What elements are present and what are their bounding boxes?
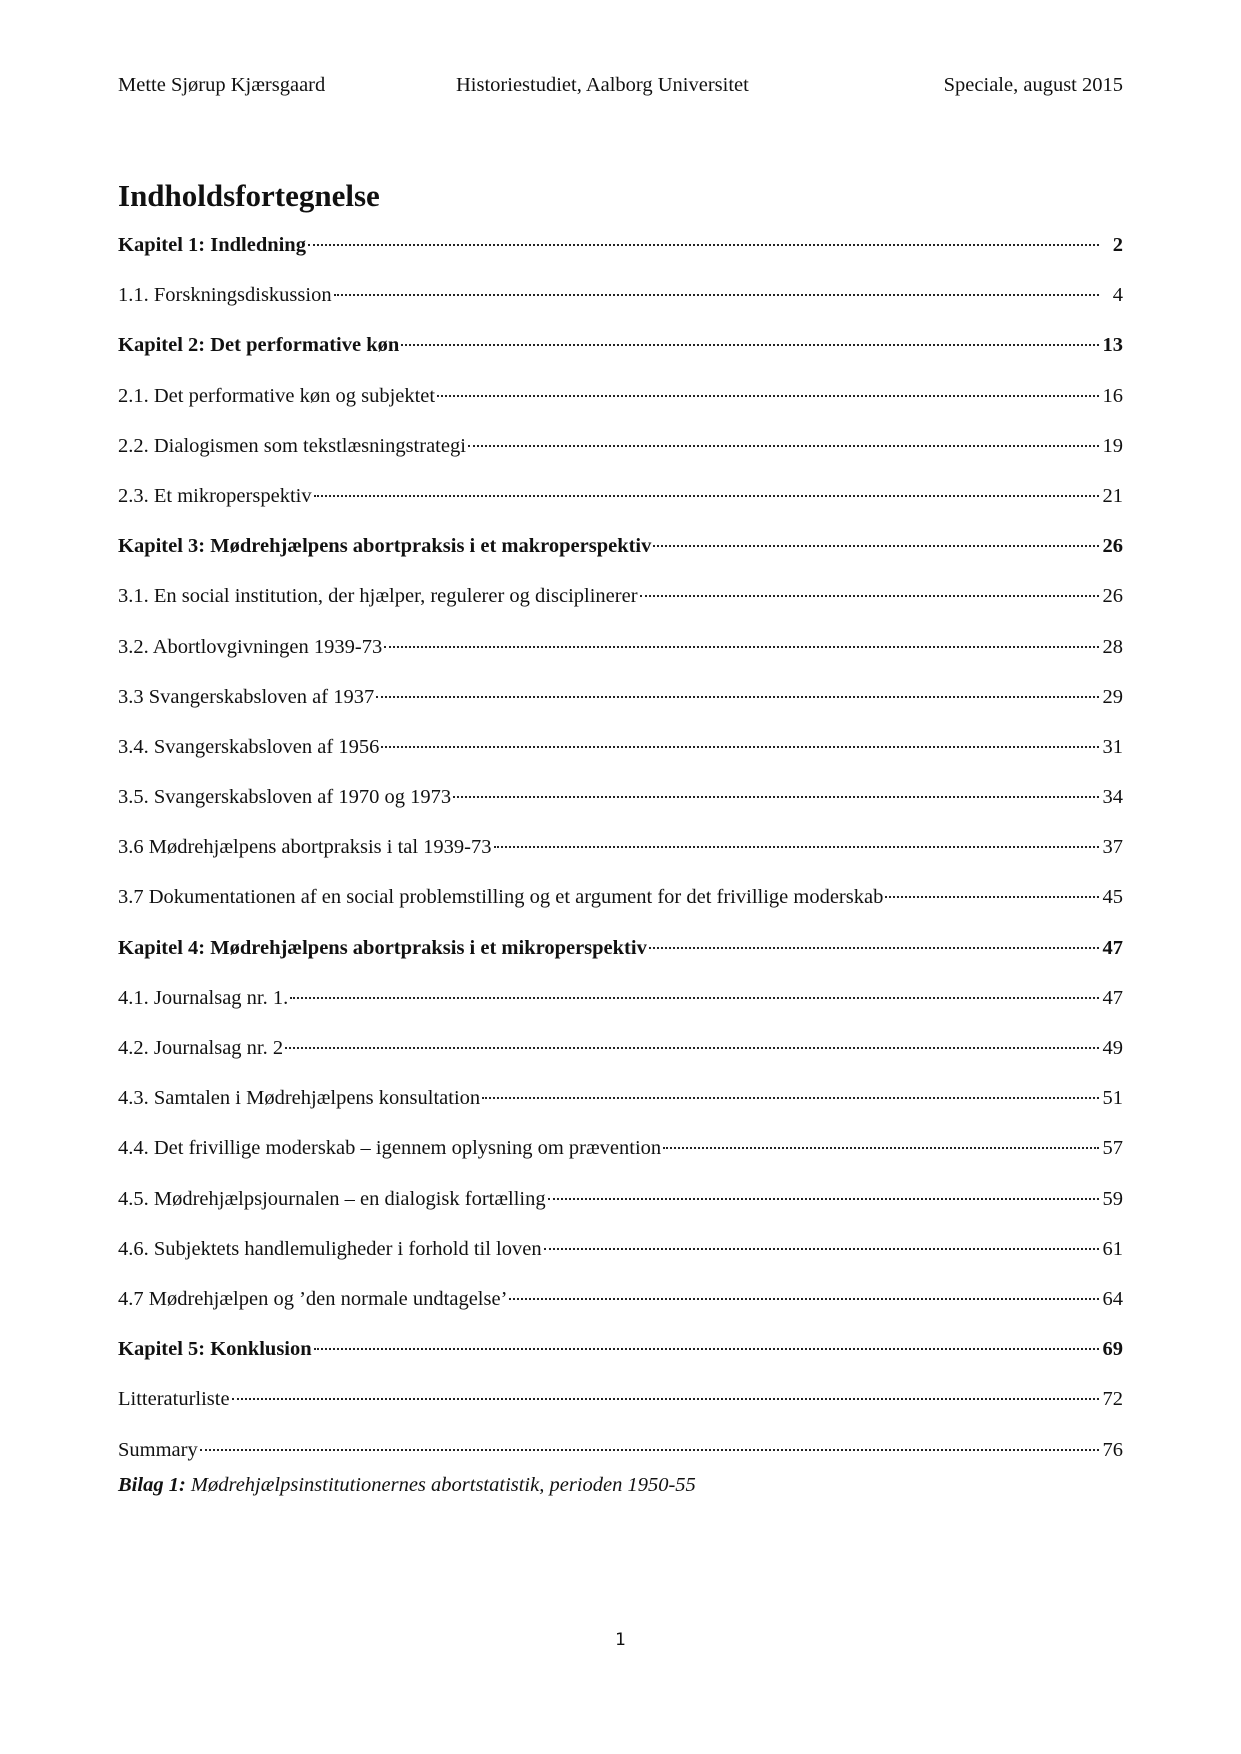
toc-entry-label: Litteraturliste xyxy=(118,1388,230,1411)
toc-dot-leader xyxy=(232,1398,1099,1400)
toc-section-entry[interactable] xyxy=(118,1286,1123,1336)
toc-section-entry[interactable] xyxy=(118,634,1123,684)
toc-entry-page: 47 xyxy=(1102,936,1123,959)
appendix-text: Mødrehjælpsinstitutionernes abortstatistik, perioden 1950-55 xyxy=(190,1474,696,1496)
toc-section-entry[interactable] xyxy=(118,784,1123,834)
toc-section-entry[interactable] xyxy=(118,684,1123,734)
toc-entry-label: 4.7 Mødrehjælpen og ’den normale undtagelse’ xyxy=(118,1287,508,1310)
toc-entry-page: 21 xyxy=(1102,484,1123,507)
toc-section-entry[interactable] xyxy=(118,884,1123,934)
toc-entry-row xyxy=(118,1035,1123,1061)
toc-entry-row xyxy=(118,1085,1123,1111)
table-of-contents xyxy=(118,232,1123,1487)
toc-entry-page: 26 xyxy=(1102,585,1123,608)
toc-entry-label: 3.6 Mødrehjælpens abortpraksis i tal 1939-73 xyxy=(118,836,492,859)
toc-section-entry[interactable] xyxy=(118,834,1123,884)
toc-chapter-entry[interactable] xyxy=(118,935,1123,985)
toc-entry-label: 1.1. Forskningsdiskussion xyxy=(118,284,332,307)
toc-dot-leader xyxy=(381,746,1099,748)
toc-entry-row xyxy=(118,1286,1123,1312)
toc-entry-page: 47 xyxy=(1102,986,1123,1009)
toc-entry-row xyxy=(118,834,1123,860)
toc-entry-page: 31 xyxy=(1102,735,1123,758)
toc-entry-label: 4.4. Det frivillige moderskab – igennem oplysning om prævention xyxy=(118,1137,662,1160)
toc-dot-leader xyxy=(453,796,1099,798)
toc-dot-leader xyxy=(640,595,1099,597)
toc-entry-row xyxy=(118,383,1123,409)
toc-entry-label: Kapitel 5: Konklusion xyxy=(118,1338,312,1361)
toc-chapter-entry[interactable] xyxy=(118,533,1123,583)
toc-entry-label: 2.2. Dialogismen som tekstlæsningstrategi xyxy=(118,434,466,457)
toc-entry-row xyxy=(118,935,1123,961)
toc-entry-label: 4.5. Mødrehjælpsjournalen – en dialogisk fortælling xyxy=(118,1187,546,1210)
toc-dot-leader xyxy=(290,997,1099,999)
toc-dot-leader xyxy=(649,947,1099,949)
toc-entry-page: 45 xyxy=(1102,886,1123,909)
toc-entry-page: 16 xyxy=(1102,384,1123,407)
toc-entry-row xyxy=(118,784,1123,810)
toc-dot-leader xyxy=(437,395,1099,397)
toc-entry-page: 19 xyxy=(1102,434,1123,457)
toc-entry-row xyxy=(118,583,1123,609)
toc-section-entry[interactable] xyxy=(118,433,1123,483)
toc-section-entry[interactable] xyxy=(118,1186,1123,1236)
toc-entry-page: 13 xyxy=(1102,334,1123,357)
toc-entry-label: 3.5. Svangerskabsloven af 1970 og 1973 xyxy=(118,786,452,809)
toc-entry-row xyxy=(118,1386,1123,1412)
toc-dot-leader xyxy=(482,1097,1099,1099)
toc-dot-leader xyxy=(200,1449,1099,1451)
header-author: Mette Sjørup Kjærsgaard xyxy=(118,74,326,96)
toc-chapter-entry[interactable] xyxy=(118,332,1123,382)
toc-entry-row xyxy=(118,332,1123,358)
toc-entry-label: 3.2. Abortlovgivningen 1939-73 xyxy=(118,635,383,658)
toc-entry-page: 28 xyxy=(1102,635,1123,658)
toc-entry-row xyxy=(118,634,1123,660)
toc-dot-leader xyxy=(653,545,1099,547)
toc-section-entry[interactable] xyxy=(118,1236,1123,1286)
toc-entry-label: 2.1. Det performative køn og subjektet xyxy=(118,384,436,407)
toc-entry-label: Kapitel 3: Mødrehjælpens abortpraksis i et makroperspektiv xyxy=(118,535,652,558)
toc-entry-label: 4.1. Journalsag nr. 1. xyxy=(118,986,289,1009)
toc-entry-label: 3.1. En social institution, der hjælper, regulerer og disciplinerer xyxy=(118,585,638,608)
toc-entry-row xyxy=(118,985,1123,1011)
toc-dot-leader xyxy=(401,344,1099,346)
toc-entry-label: Kapitel 2: Det performative køn xyxy=(118,334,400,357)
toc-entry-label: 4.6. Subjektets handlemuligheder i forhold til loven xyxy=(118,1237,542,1260)
toc-entry-row xyxy=(118,1236,1123,1262)
toc-dot-leader xyxy=(544,1248,1099,1250)
toc-section-entry[interactable] xyxy=(118,734,1123,784)
toc-chapter-entry[interactable] xyxy=(118,1336,1123,1386)
toc-dot-leader xyxy=(468,445,1099,447)
toc-dot-leader xyxy=(285,1047,1099,1049)
toc-entry-label: 4.2. Journalsag nr. 2 xyxy=(118,1037,284,1059)
toc-entry-row xyxy=(118,884,1123,910)
toc-entry-page: 61 xyxy=(1102,1237,1123,1260)
toc-entry-page: 49 xyxy=(1102,1037,1123,1059)
toc-dot-leader xyxy=(509,1298,1099,1300)
toc-entry-page: 51 xyxy=(1102,1087,1123,1110)
toc-entry-page: 72 xyxy=(1102,1388,1123,1411)
toc-section-entry[interactable] xyxy=(118,1135,1123,1185)
toc-title: Indholdsfortegnelse xyxy=(118,178,380,213)
toc-dot-leader xyxy=(548,1198,1099,1200)
toc-entry-row xyxy=(118,232,1123,258)
toc-section-entry[interactable] xyxy=(118,583,1123,633)
appendix-line xyxy=(118,1474,696,1497)
toc-entry-row xyxy=(118,483,1123,509)
toc-entry-label: 4.3. Samtalen i Mødrehjælpens konsultation xyxy=(118,1087,481,1110)
toc-entry-page: 4 xyxy=(1112,284,1123,307)
toc-entry-label: 3.3 Svangerskabsloven af 1937 xyxy=(118,685,375,708)
toc-dot-leader xyxy=(314,1348,1099,1350)
toc-entry-page: 69 xyxy=(1102,1338,1123,1361)
toc-dot-leader xyxy=(308,244,1099,246)
toc-entry-page: 29 xyxy=(1102,685,1123,708)
toc-entry-page: 37 xyxy=(1102,836,1123,859)
toc-entry-row xyxy=(118,1186,1123,1212)
toc-entry-label: Kapitel 4: Mødrehjælpens abortpraksis i et mikroperspektiv xyxy=(118,936,647,959)
page-number: 1 xyxy=(615,1630,626,1650)
toc-entry-label: 3.7 Dokumentationen af en social problemstilling og et argument for det frivillige moderskab xyxy=(118,886,884,909)
toc-section-entry[interactable] xyxy=(118,1035,1123,1085)
page-header xyxy=(118,74,1123,104)
toc-entry-label: Summary xyxy=(118,1438,198,1461)
toc-section-entry[interactable] xyxy=(118,282,1123,332)
toc-section-entry[interactable] xyxy=(118,483,1123,533)
toc-entry-page: 59 xyxy=(1102,1187,1123,1210)
toc-dot-leader xyxy=(494,846,1099,848)
toc-section-entry[interactable] xyxy=(118,383,1123,433)
header-type-date: Speciale, august 2015 xyxy=(943,74,1123,96)
appendix-label: Bilag 1: xyxy=(118,1474,186,1496)
toc-entry-page: 34 xyxy=(1102,786,1123,809)
toc-chapter-entry[interactable] xyxy=(118,232,1123,282)
toc-entry-page: 26 xyxy=(1102,535,1123,558)
toc-entry-row xyxy=(118,1437,1123,1463)
toc-entry-label: Kapitel 1: Indledning xyxy=(118,234,306,256)
toc-entry-page: 64 xyxy=(1102,1287,1123,1310)
toc-entry-label: 3.4. Svangerskabsloven af 1956 xyxy=(118,735,380,758)
toc-section-entry[interactable] xyxy=(118,1085,1123,1135)
header-institution: Historiestudiet, Aalborg Universitet xyxy=(456,74,749,96)
toc-entry-row xyxy=(118,533,1123,559)
toc-entry-page: 2 xyxy=(1112,234,1123,256)
toc-entry-row xyxy=(118,433,1123,459)
toc-section-entry[interactable] xyxy=(118,1386,1123,1436)
toc-dot-leader xyxy=(314,495,1099,497)
toc-entry-page: 76 xyxy=(1102,1438,1123,1461)
toc-dot-leader xyxy=(334,294,1099,296)
toc-dot-leader xyxy=(885,896,1099,898)
toc-entry-row xyxy=(118,684,1123,710)
toc-section-entry[interactable] xyxy=(118,985,1123,1035)
toc-entry-row xyxy=(118,1135,1123,1161)
toc-dot-leader xyxy=(663,1147,1099,1149)
toc-entry-row xyxy=(118,282,1123,308)
toc-entry-row xyxy=(118,734,1123,760)
toc-entry-page: 57 xyxy=(1102,1137,1123,1160)
toc-entry-row xyxy=(118,1336,1123,1362)
toc-dot-leader xyxy=(384,646,1099,648)
toc-entry-label: 2.3. Et mikroperspektiv xyxy=(118,484,312,507)
toc-dot-leader xyxy=(376,696,1099,698)
